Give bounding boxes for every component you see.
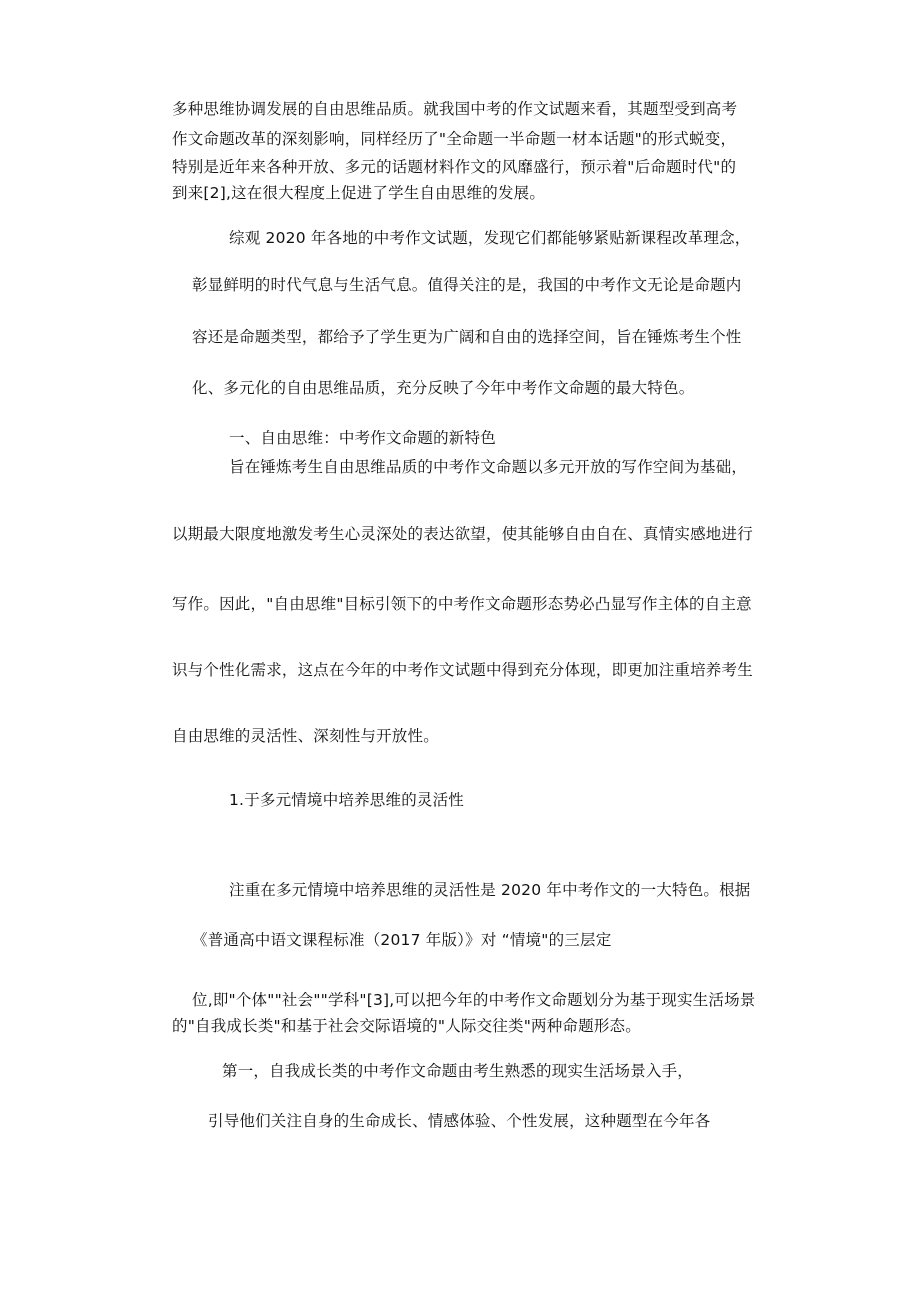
- paragraph-line: 化、多元化的自由思维品质，充分反映了今年中考作文命题的最大特色。: [192, 379, 695, 397]
- paragraph-line: 写作。因此，"自由思维"目标引领下的中考作文命题形态势必凸显写作主体的自主意: [172, 595, 752, 613]
- section-heading: 一、自由思维：中考作文命题的新特色: [229, 429, 496, 447]
- paragraph-line: 到来[2],这在很大程度上促进了学生自由思维的发展。: [172, 184, 546, 202]
- paragraph-line: 引导他们关注自身的生命成长、情感体验、个性发展，这种题型在今年各: [208, 1112, 711, 1130]
- subsection-heading: 1.于多元情境中培养思维的灵活性: [229, 791, 464, 809]
- paragraph-line: 旨在锤炼考生自由思维品质的中考作文命题以多元开放的写作空间为基础，: [229, 458, 748, 476]
- paragraph-line: 识与个性化需求，这点在今年的中考作文试题中得到充分体现，即更加注重培养考生: [172, 661, 753, 679]
- paragraph-line: 以期最大限度地激发考生心灵深处的表达欲望，使其能够自由自在、真情实感地进行: [172, 525, 753, 543]
- paragraph-line: 特别是近年来各种开放、多元的话题材料作文的风靡盛行，预示着"后命题时代"的: [172, 158, 737, 176]
- paragraph-line: 作文命题改革的深刻影响，同样经历了"全命题一半命题一材本话题"的形式蜕变，: [172, 130, 737, 148]
- paragraph-line: 综观 2020 年各地的中考作文试题，发现它们都能够紧贴新课程改革理念，: [229, 229, 751, 247]
- paragraph-line: 的"自我成长类"和基于社会交际语境的"人际交往类"两种命题形态。: [172, 1017, 641, 1035]
- paragraph-line: 《普通高中语文课程标准（2017 年版）》对 “情境"的三层定: [192, 931, 612, 949]
- paragraph-line: 多种思维协调发展的自由思维品质。就我国中考的作文试题来看，其题型受到高考: [172, 100, 738, 118]
- paragraph-line: 第一，自我成长类的中考作文命题由考生熟悉的现实生活场景入手，: [222, 1062, 694, 1080]
- paragraph-line: 位,即"个体""社会""学科"[3],可以把今年的中考作文命题划分为基于现实生活场景: [192, 991, 756, 1009]
- paragraph-line: 注重在多元情境中培养思维的灵活性是 2020 年中考作文的一大特色。根据: [229, 881, 751, 899]
- paragraph-line: 彰显鲜明的时代气息与生活气息。值得关注的是，我国的中考作文无论是命题内: [192, 276, 742, 294]
- paragraph-line: 自由思维的灵活性、深刻性与开放性。: [172, 727, 439, 745]
- paragraph-line: 容还是命题类型，都给予了学生更为广阔和自由的选择空间，旨在锤炼考生个性: [192, 328, 742, 346]
